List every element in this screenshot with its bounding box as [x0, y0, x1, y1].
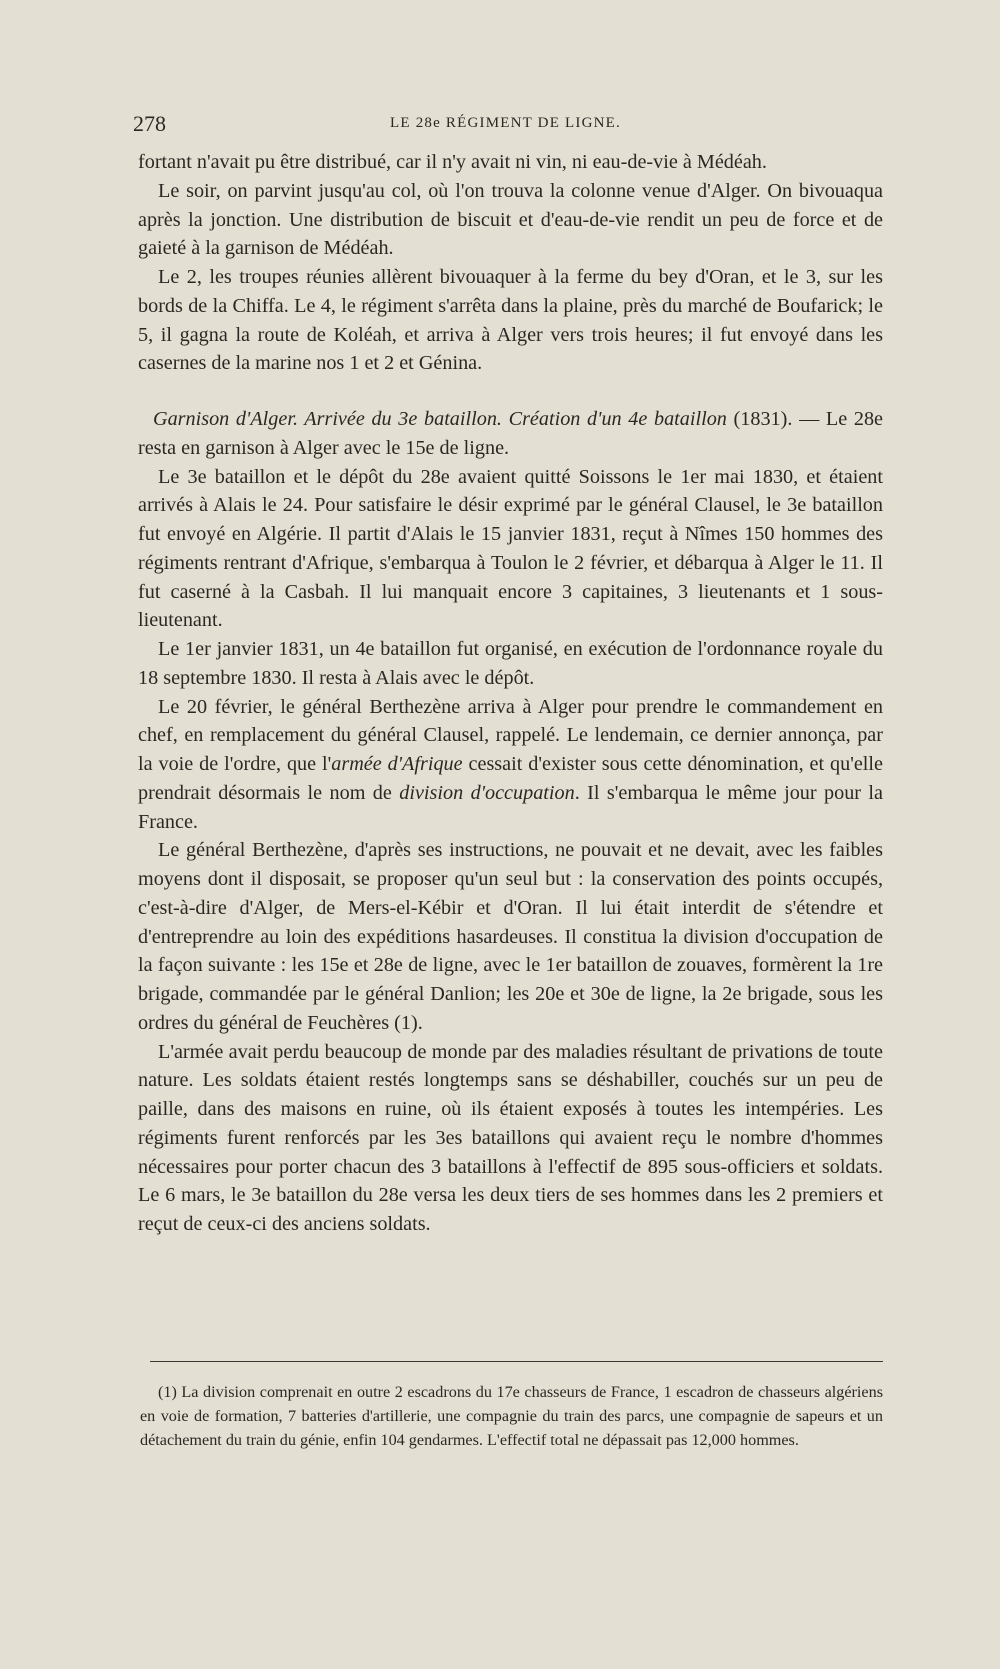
paragraph-text: cessait d'exister sous cette dénomination, et qu'elle prendrait désormais le nom de: [138, 753, 883, 804]
paragraph: Le 3e bataillon et le dépôt du 28e avaient quitté Soissons le 1er mai 1830, et étaient arrivés à Alais le 24. Pour satisfaire le désir exprimé par le général Clausel, le 3e bataillon fut envoyé en Algérie. Il partit d'Alais le 15 janvier 1831, reçut à Nîmes 150 hommes des régiments rentrant d'Afrique, s'embarqua à Toulon le 2 février, et débarqua à Alger le 11. Il fut caserné à la Casbah. Il lui manquait encore 3 capitaines, 3 lieutenants et 1 sous-lieutenant.: [138, 465, 883, 632]
paragraph: Le soir, on parvint jusqu'au col, où l'on trouva la colonne venue d'Alger. On bivouaqua après la jonction. Une distribution de biscuit et d'eau-de-vie rendit un peu de force et de gaieté à la garnison de Médéah.: [138, 179, 883, 260]
page-header: [133, 111, 878, 141]
paragraph: fortant n'avait pu être distribué, car il n'y avait ni vin, ni eau-de-vie à Médéah.: [138, 151, 767, 173]
paragraph: L'armée avait perdu beaucoup de monde par des maladies résultant de privations de toute nature. Les soldats étaient restés longtemps sans se déshabiller, couchés sur un peu de paille, dans des maisons en ruine, où ils étaient exposés à toutes les intempéries. Les régiments furent renforcés par les 3es bataillons qui avaient reçu le nombre d'hommes nécessaires pour porter chacun des 3 bataillons à l'effectif de 895 sous-officiers et soldats. Le 6 mars, le 3e bataillon du 28e versa les deux tiers de ses hommes dans les 2 premiers et reçut de ceux-ci des anciens soldats.: [138, 1040, 883, 1235]
footnote: [140, 1381, 883, 1453]
italic-term: division d'occupation: [399, 781, 575, 804]
footnote-divider: [150, 1361, 883, 1362]
paragraph-text: . Il s'embarqua le même jour pour la France.: [138, 781, 883, 833]
paragraph: Le 2, les troupes réunies allèrent bivouaquer à la ferme du bey d'Oran, et le 3, sur les bords de la Chiffa. Le 4, le régiment s'arrêta dans la plaine, près du marché de Boufarick; le 5, il gagna la route de Koléah, et arriva à Alger vers trois heures; il fut envoyé dans les casernes de la marine nos 1 et 2 et Génina.: [138, 266, 883, 375]
paragraph-text: Le 20 février, le général Berthezène arriva à Alger pour prendre le commandement en chef, en remplacement du général Clausel, rappelé. Le lendemain, ce dernier annonça, par la voie de l'ordre, que l': [138, 695, 883, 775]
body-text: [138, 148, 883, 1239]
running-title: LE 28e RÉGIMENT DE LIGNE.: [390, 115, 621, 131]
footnote-text: (1) La division comprenait en outre 2 escadrons du 17e chasseurs de France, 1 escadron de chasseurs algériens en voie de formation, 7 batteries d'artillerie, une compagnie du train des parcs, une compagnie de sapeurs et un détachement du train du génie, enfin 104 gendarmes. L'effectif total ne dépassait pas 12,000 hommes.: [140, 1383, 883, 1449]
paragraph: Le général Berthezène, d'après ses instructions, ne pouvait et ne devait, avec les faibles moyens dont il disposait, se proposer qu'un seul but : la conservation des points occupés, c'est-à-dire d'Alger, de Mers-el-Kébir et d'Oran. Il lui était interdit de s'étendre et d'entreprendre au loin des expéditions hasardeuses. Il constitua la division d'occupation de la façon suivante : les 15e et 28e de ligne, avec le 1er bataillon de zouaves, formèrent la 1re brigade, commandée par le général Danlion; les 20e et 30e de ligne, la 2e brigade, sous les ordres du général de Feuchères (1).: [138, 839, 883, 1034]
section-heading-text: (1831). — Le 28e resta en garnison à Alger avec le 15e de ligne.: [138, 408, 884, 459]
italic-term: armée d'Afrique: [331, 753, 463, 775]
paragraph: [138, 693, 883, 837]
page-number: 278: [133, 111, 166, 136]
section-heading-title: Garnison d'Alger. Arrivée du 3e bataillon. Création d'un 4e bataillon: [153, 408, 727, 430]
paragraph: Le 1er janvier 1831, un 4e bataillon fut organisé, en exécution de l'ordonnance royale du 18 septembre 1830. Il resta à Alais avec le dépôt.: [138, 638, 883, 689]
section-heading: [138, 405, 883, 463]
